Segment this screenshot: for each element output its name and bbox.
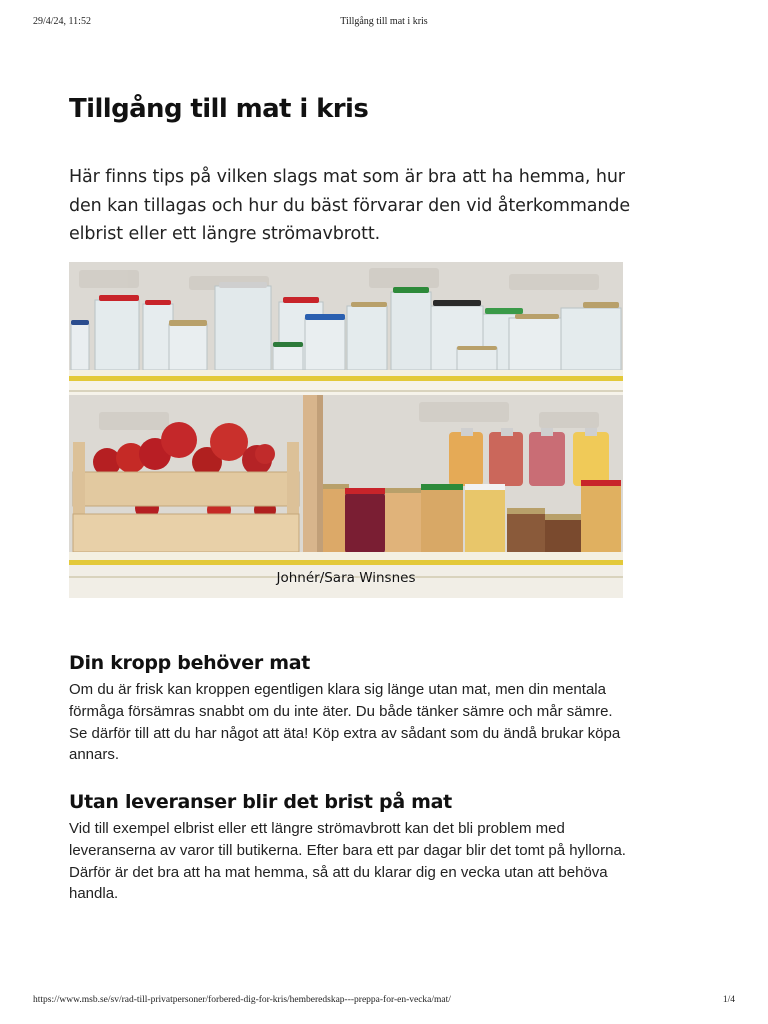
- intro-paragraph: Här finns tips på vilken slags mat som är bra att ha hemma, hur den kan tillagas och hur du bäst förvarar den vid återkommande elbrist eller ett längre strömavbrott.: [69, 167, 631, 244]
- print-page-title: Tillgång till mat i kris: [340, 16, 428, 27]
- print-header: [33, 16, 735, 30]
- image-credit: Johnér/Sara Winsnes: [276, 570, 416, 586]
- section-heading-supply-shortage: Utan leveranser blir det brist på mat: [69, 791, 452, 813]
- print-footer: [33, 995, 735, 1009]
- section-body-supply-shortage: Vid till exempel elbrist eller ett längre strömavbrott kan det bli problem med leveranserna av varor till butikerna. Efter bara ett par dagar blir det tomt på hyllorna. Därför är det bra att ha mat hemma, så att du klarar dig en vecka utan att behöva handla.: [69, 820, 626, 903]
- print-url: https://www.msb.se/sv/rad-till-privatpersoner/forbered-dig-for-kris/hemberedskap---preppa-for-en-vecka/mat/: [33, 995, 451, 1005]
- print-date: 29/4/24, 11:52: [33, 16, 91, 27]
- section-body-body-needs-food: Om du är frisk kan kroppen egentligen klara sig länge utan mat, men din mentala förmåga försämras snabbt om du inte äter. Du både tänker sämre och mår sämre. Se därför till att du har något att äta! Köp extra av sådant som du ändå brukar köpa annars.: [69, 681, 621, 764]
- pantry-photo: [69, 262, 623, 598]
- page-number: 1/4: [722, 995, 735, 1005]
- section-heading-body-needs-food: Din kropp behöver mat: [69, 652, 311, 674]
- page-title: Tillgång till mat i kris: [69, 94, 369, 124]
- pantry-illustration: [69, 262, 623, 598]
